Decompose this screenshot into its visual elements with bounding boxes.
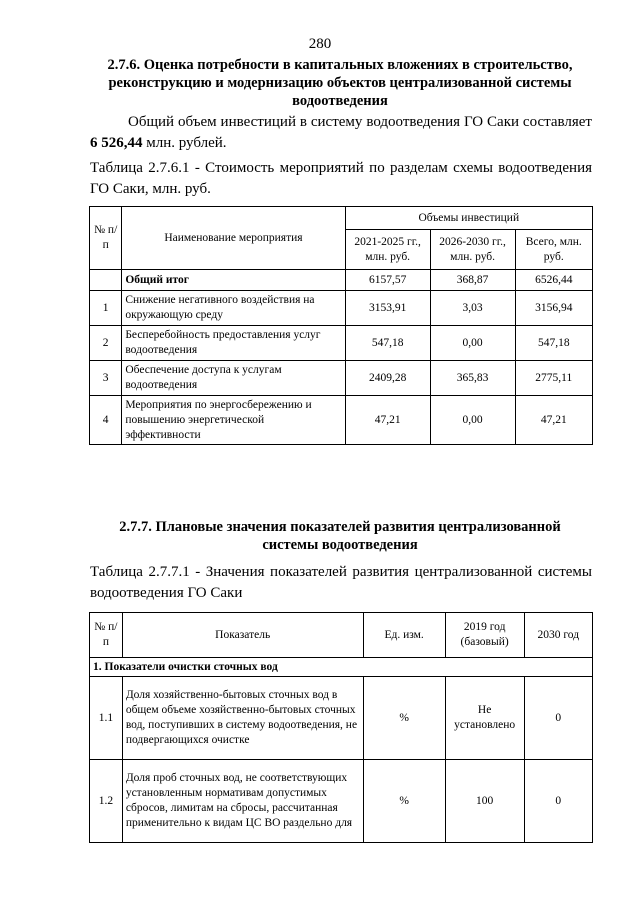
cell-indicator: Доля хозяйственно-бытовых сточных вод в общем объеме хозяйственно-бытовых сточных вод, поступивших в систему водоотведения, не подвергающихся очистке [122, 677, 363, 760]
cell-empty [90, 270, 122, 291]
cell-unit: % [363, 760, 445, 843]
cell-p2: 365,83 [430, 361, 515, 396]
indicators-table [89, 612, 593, 843]
header-period-1: 2021-2025 гг., млн. руб. [345, 230, 430, 270]
cell-p2: 0,00 [430, 396, 515, 445]
cell-num: 1 [90, 291, 122, 326]
intro-text: Общий объем инвестиций в систему водоотведения ГО Саки составляет [128, 114, 592, 130]
cell-target: 0 [524, 760, 592, 843]
cell-base: Не установлено [445, 677, 524, 760]
table-row-total [90, 270, 593, 291]
header-period-2: 2026-2030 гг., млн. руб. [430, 230, 515, 270]
header-num: № п/п [90, 207, 122, 270]
cell-p2: 368,87 [430, 270, 515, 291]
cell-p1: 47,21 [345, 396, 430, 445]
cell-name: Мероприятия по энергосбережению и повышению энергетической эффективности [122, 396, 345, 445]
cell-unit: % [363, 677, 445, 760]
table-row [90, 760, 593, 843]
table-row [90, 326, 593, 361]
investment-paragraph [90, 112, 592, 154]
cell-p2: 3,03 [430, 291, 515, 326]
cell-name: Бесперебойность предоставления услуг водоотведения [122, 326, 345, 361]
table-caption-2-7-6-1: Таблица 2.7.6.1 - Стоимость мероприятий по разделам схемы водоотведения ГО Саки, млн. руб. [90, 160, 592, 197]
cell-num: 1.2 [90, 760, 123, 843]
cell-name: Общий итог [122, 270, 345, 291]
header-investment-group: Объемы инвестиций [345, 207, 592, 230]
cell-base: 100 [445, 760, 524, 843]
header-name: Наименование мероприятия [122, 207, 345, 270]
header-indicator: Показатель [122, 613, 363, 658]
table-caption-2-7-7-1: Таблица 2.7.7.1 - Значения показателей развития централизованной системы водоотведения ГО Саки [90, 564, 592, 601]
cell-total: 3156,94 [515, 291, 592, 326]
cell-name: Снижение негативного воздействия на окружающую среду [122, 291, 345, 326]
cell-total: 2775,11 [515, 361, 592, 396]
header-base-year: 2019 год (базовый) [445, 613, 524, 658]
group-title: 1. Показатели очистки сточных вод [90, 658, 593, 677]
section-heading-2-7-6: 2.7.6. Оценка потребности в капитальных вложениях в строительство, реконструкцию и модернизацию объектов централизованной системы водоотведения [107, 57, 573, 109]
cell-num: 3 [90, 361, 122, 396]
intro-unit: млн. рублей. [146, 135, 227, 151]
table-group-row [90, 658, 593, 677]
cell-p1: 2409,28 [345, 361, 430, 396]
table-row [90, 291, 593, 326]
header-unit: Ед. изм. [363, 613, 445, 658]
table-row [90, 361, 593, 396]
page-number: 280 [308, 36, 332, 52]
header-total: Всего, млн. руб. [515, 230, 592, 270]
cell-p1: 6157,57 [345, 270, 430, 291]
cell-total: 547,18 [515, 326, 592, 361]
cell-indicator: Доля проб сточных вод, не соответствующих установленным нормативам допустимых сбросов, лимитам на сбросы, рассчитанная применительно к видам ЦС ВО раздельно для [122, 760, 363, 843]
investment-table [89, 206, 593, 445]
cell-p2: 0,00 [430, 326, 515, 361]
header-num: № п/п [90, 613, 123, 658]
table-row [90, 677, 593, 760]
cell-num: 1.1 [90, 677, 123, 760]
cell-total: 6526,44 [515, 270, 592, 291]
cell-total: 47,21 [515, 396, 592, 445]
cell-p1: 547,18 [345, 326, 430, 361]
cell-target: 0 [524, 677, 592, 760]
cell-name: Обеспечение доступа к услугам водоотведения [122, 361, 345, 396]
cell-num: 4 [90, 396, 122, 445]
intro-value: 6 526,44 [90, 135, 143, 151]
section-heading-2-7-7: 2.7.7. Плановые значения показателей развития централизованной системы водоотведения [119, 519, 561, 553]
cell-p1: 3153,91 [345, 291, 430, 326]
cell-num: 2 [90, 326, 122, 361]
table-row [90, 396, 593, 445]
header-target-year: 2030 год [524, 613, 592, 658]
